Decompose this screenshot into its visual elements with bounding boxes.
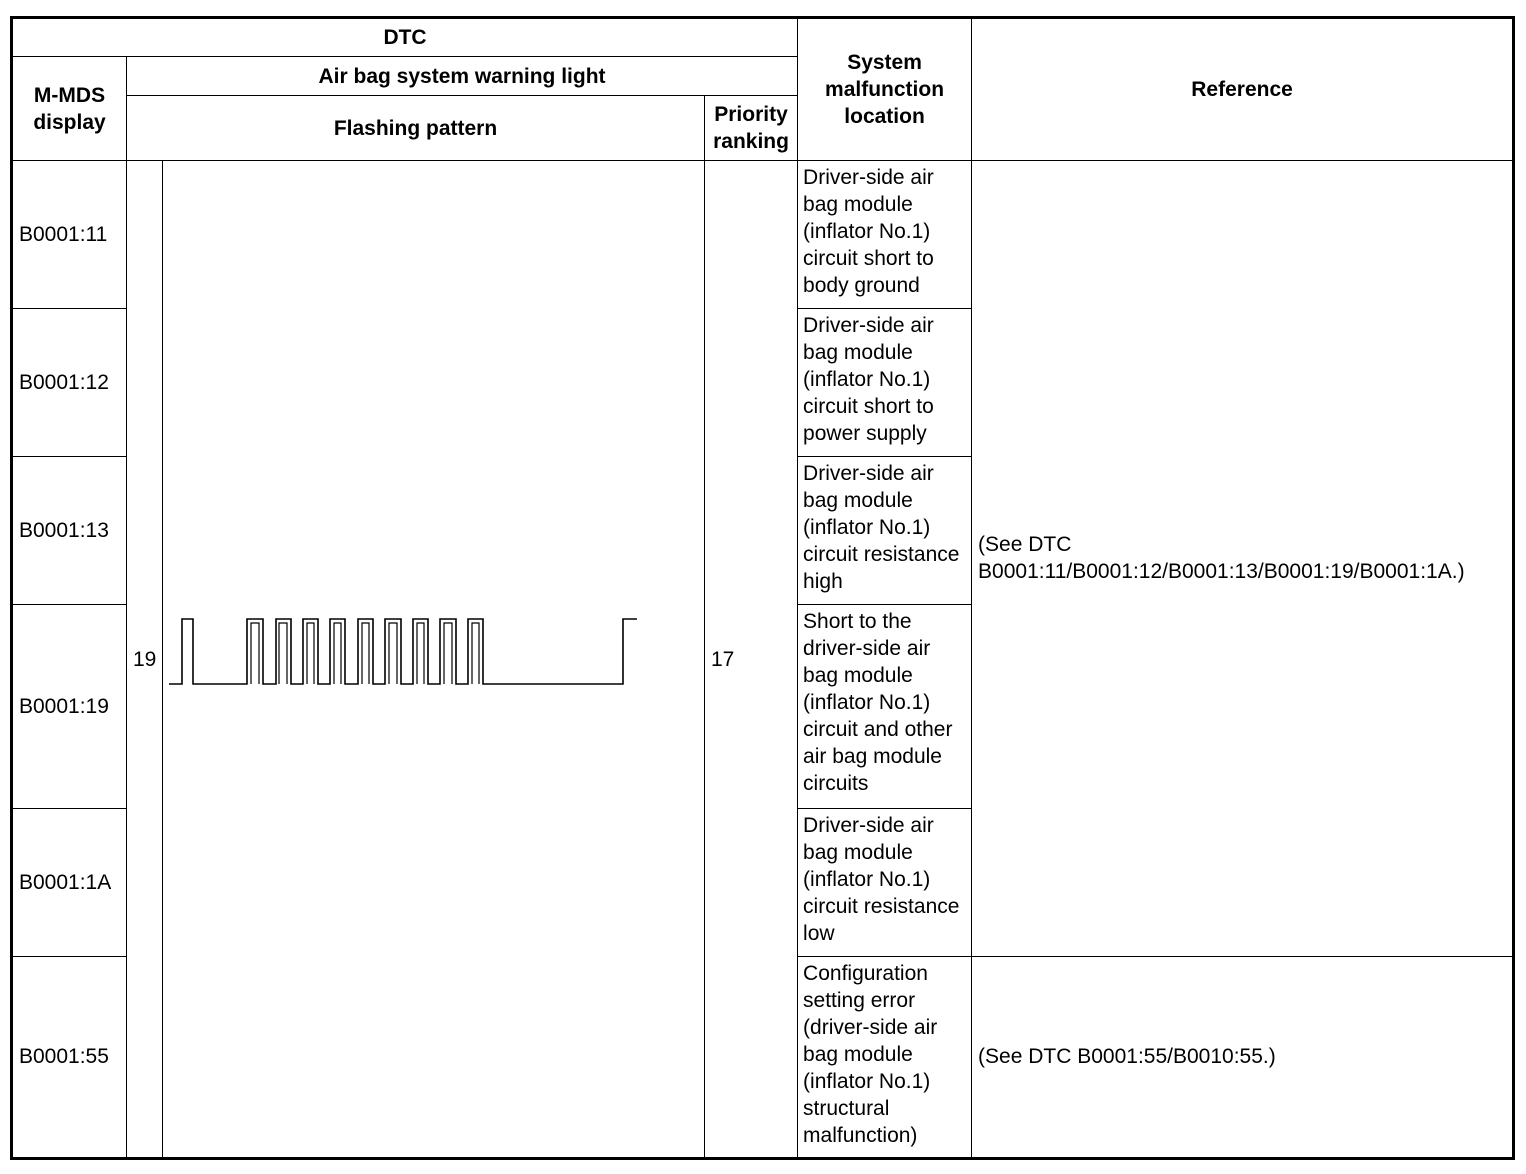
mmds-code: B0001:12 <box>12 309 127 457</box>
malfunction-location: Driver-side air bag module (inflator No.1) circuit resistance high <box>798 457 972 605</box>
malfunction-location: Driver-side air bag module (inflator No.1) circuit short to power supply <box>798 309 972 457</box>
waveform-inner <box>251 623 479 684</box>
malfunction-location: Driver-side air bag module (inflator No.1) circuit short to body ground <box>798 161 972 309</box>
mmds-code: B0001:19 <box>12 605 127 808</box>
mmds-code: B0001:11 <box>12 161 127 309</box>
malfunction-location: Short to the driver-side air bag module (inflator No.1) circuit and other air bag module circuits <box>798 605 972 808</box>
flashing-pattern-waveform-icon <box>167 616 647 691</box>
malfunction-location: Configuration setting error (driver-side air bag module (inflator No.1) structural malfunction) <box>798 956 972 1158</box>
priority-ranking: 17 <box>705 161 798 1159</box>
system-malfunction-location-header: System malfunction location <box>798 18 972 161</box>
mmds-display-header: M-MDS display <box>12 57 127 161</box>
malfunction-location: Driver-side air bag module (inflator No.1) circuit resistance low <box>798 808 972 956</box>
dtc-header: DTC <box>12 18 798 57</box>
reference-text: (See DTC B0001:55/B0010:55.) <box>972 956 1514 1158</box>
mmds-code: B0001:55 <box>12 956 127 1158</box>
flashing-pattern-cell <box>163 161 705 1159</box>
waveform-outline <box>169 619 637 684</box>
table-row <box>12 161 1514 309</box>
mmds-code: B0001:13 <box>12 457 127 605</box>
reference-text: (See DTC B0001:11/B0001:12/B0001:13/B0001:19/B0001:1A.) <box>972 161 1514 957</box>
mmds-code: B0001:1A <box>12 808 127 956</box>
flash-count: 19 <box>127 161 163 1159</box>
reference-header: Reference <box>972 18 1514 161</box>
dtc-table <box>10 16 1515 1160</box>
warning-light-header: Air bag system warning light <box>127 57 798 96</box>
header-row-dtc <box>12 18 1514 57</box>
priority-ranking-header: Priority ranking <box>705 96 798 161</box>
flashing-pattern-header: Flashing pattern <box>127 96 705 161</box>
